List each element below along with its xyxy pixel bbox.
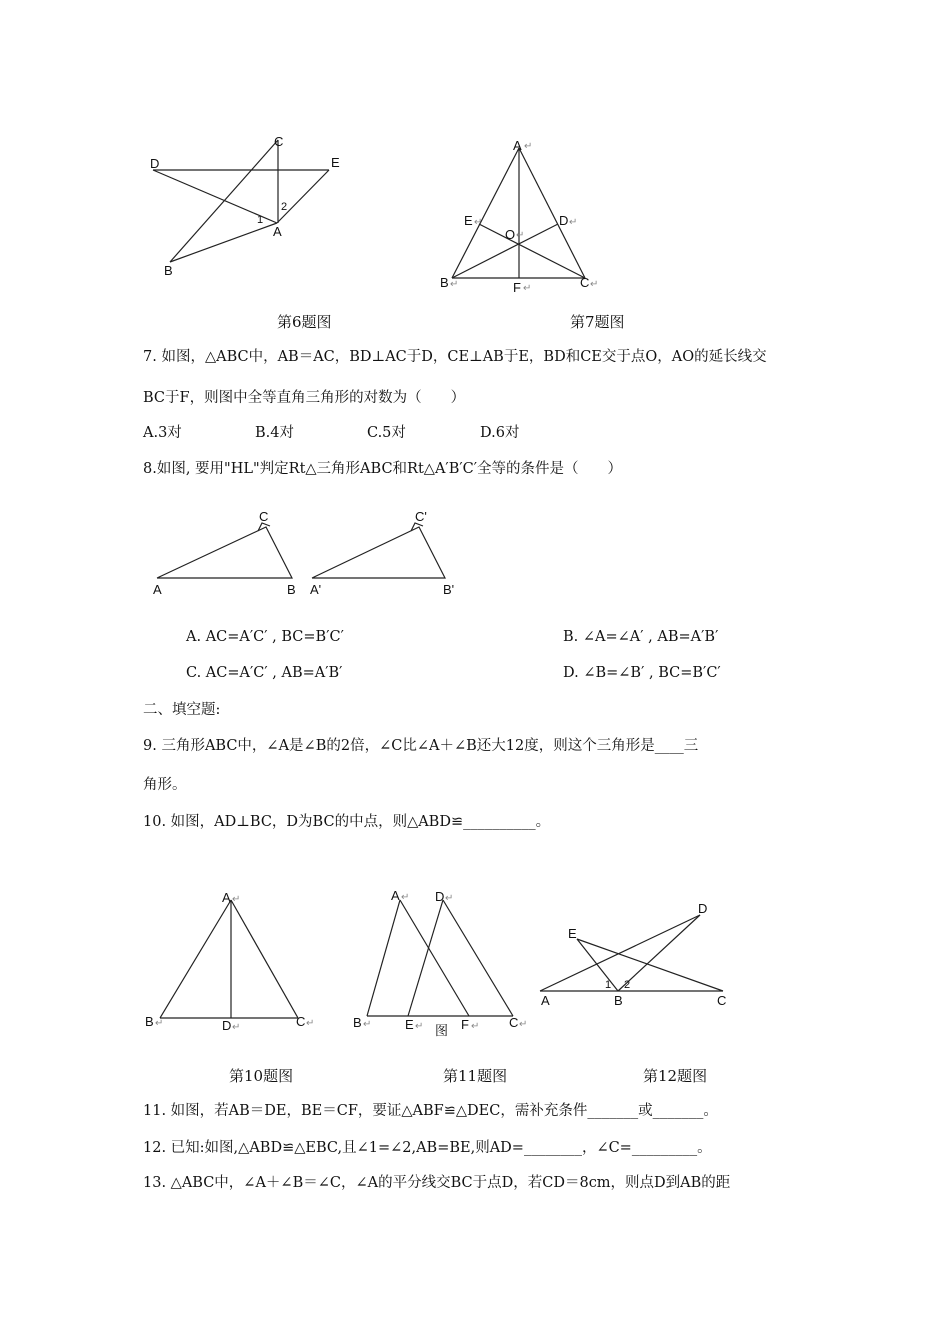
q7-option-b: B.4对 [255,425,294,441]
q7-line2: BC于F，则图中全等直角三角形的对数为（ ） [143,390,466,406]
fig12-caption: 第12题图 [643,1067,708,1085]
fig12-angle-1: 1 [605,979,612,991]
figure-10 [140,880,330,1040]
svg-text:↵: ↵ [516,230,525,241]
q10-stem: 10. 如图，AD⊥BC，D为BC的中点，则△ABD≌__________。 [143,814,551,830]
fig6-label-c: C [274,134,284,149]
fig8-label-b-prime: B' [443,582,455,597]
fig6-label-e: E [331,155,340,170]
svg-text:↵: ↵ [569,217,578,228]
svg-text:↵: ↵ [524,141,533,152]
fig7-label-d: D [559,213,569,228]
fig8-label-c-prime: C' [415,509,427,524]
q13-stem: 13. △ABC中，∠A＋∠B＝∠C，∠A的平分线交BC于点D，若CD＝8cm，则点D到AB的距 [143,1175,731,1191]
fig10-label-b: B [145,1014,154,1029]
q7-option-d: D.6对 [480,425,520,441]
fig7-label-e: E [464,213,473,228]
svg-text:↵: ↵ [401,892,410,903]
fig12-label-b: B [614,993,623,1008]
svg-text:↵: ↵ [471,1021,480,1032]
fig12-label-c: C [717,993,727,1008]
q7-line1: 7. 如图，△ABC中，AB＝AC，BD⊥AC于D，CE⊥AB于E，BD和CE交于点O，AO的延长线交 [143,349,767,365]
svg-text:↵: ↵ [363,1019,372,1030]
q11-stem: 11. 如图，若AB＝DE，BE＝CF，要证△ABF≌△DEC，需补充条件_______或_______。 [143,1103,718,1119]
fig10-label-c: C [296,1014,306,1029]
fig12-label-d: D [698,901,708,916]
svg-text:↵: ↵ [590,279,599,290]
fig8-label-a-prime: A' [310,582,322,597]
fig12-label-e: E [568,926,577,941]
fig12-angle-2: 2 [624,979,631,991]
fig8-label-c: C [259,509,269,524]
figure-7 [430,130,620,300]
fig11-label-d: D [435,889,445,904]
fig11-label-b: B [353,1015,362,1030]
fig8-label-b: B [287,582,296,597]
fig6-label-a: A [273,224,282,239]
fig6-label-b: B [164,263,173,278]
fig7-caption: 第7题图 [570,313,625,331]
q7-option-a: A.3对 [143,425,182,441]
q9-line2: 角形。 [143,777,187,793]
fig12-label-a: A [541,993,550,1008]
svg-text:↵: ↵ [445,893,454,904]
fig7-label-b: B [440,275,449,290]
section-heading: 二、填空题: [143,702,221,718]
fig7-label-c: C [580,275,590,290]
figure-8 [145,505,465,600]
q7-option-c: C.5对 [367,425,406,441]
svg-text:↵: ↵ [519,1019,528,1030]
svg-text:↵: ↵ [415,1021,424,1032]
q8-option-b: B. ∠A=∠A′ , AB=A′B′ [563,629,719,645]
q12-stem: 12. 已知:如图,△ABD≌△EBC,且∠1=∠2,AB=BE,则AD=________，∠C=_________。 [143,1140,712,1156]
fig11-label-e: E [405,1017,414,1032]
fig7-label-o: O [505,227,516,242]
fig7-label-f: F [513,280,521,295]
fig11-mark: 图 [435,1023,449,1038]
svg-text:↵: ↵ [232,894,241,905]
fig7-label-a: A [513,138,522,153]
fig11-label-a: A [391,888,400,903]
fig8-label-a: A [153,582,162,597]
fig6-angle-2: 2 [281,201,288,213]
svg-text:↵: ↵ [232,1022,241,1033]
fig6-caption: 第6题图 [277,313,332,331]
q8-option-a: A. AC=A′C′ , BC=B′C′ [186,629,344,645]
fig11-label-f: F [461,1017,469,1032]
fig10-label-a: A [222,890,231,905]
svg-text:↵: ↵ [155,1018,164,1029]
figure-6 [140,130,360,290]
svg-text:↵: ↵ [306,1018,315,1029]
figure-11 [345,880,545,1045]
q9-line1: 9. 三角形ABC中，∠A是∠B的2倍，∠C比∠A＋∠B还大12度，则这个三角形是____三 [143,738,699,754]
figure-12 [535,895,745,1015]
fig6-label-d: D [150,156,160,171]
q8-option-d: D. ∠B=∠B′ , BC=B′C′ [563,665,721,681]
svg-text:↵: ↵ [450,279,459,290]
svg-text:↵: ↵ [523,283,532,294]
q8-option-c: C. AC=A′C′ , AB=A′B′ [186,665,343,681]
fig11-caption: 第11题图 [443,1067,508,1085]
q8-stem: 8.如图, 要用"HL"判定Rt△三角形ABC和Rt△A′B′C′全等的条件是（ ） [143,461,623,477]
fig10-label-d: D [222,1018,232,1033]
fig11-label-c: C [509,1015,519,1030]
fig10-caption: 第10题图 [229,1067,294,1085]
svg-text:↵: ↵ [474,217,483,228]
fig6-angle-1: 1 [257,214,264,226]
